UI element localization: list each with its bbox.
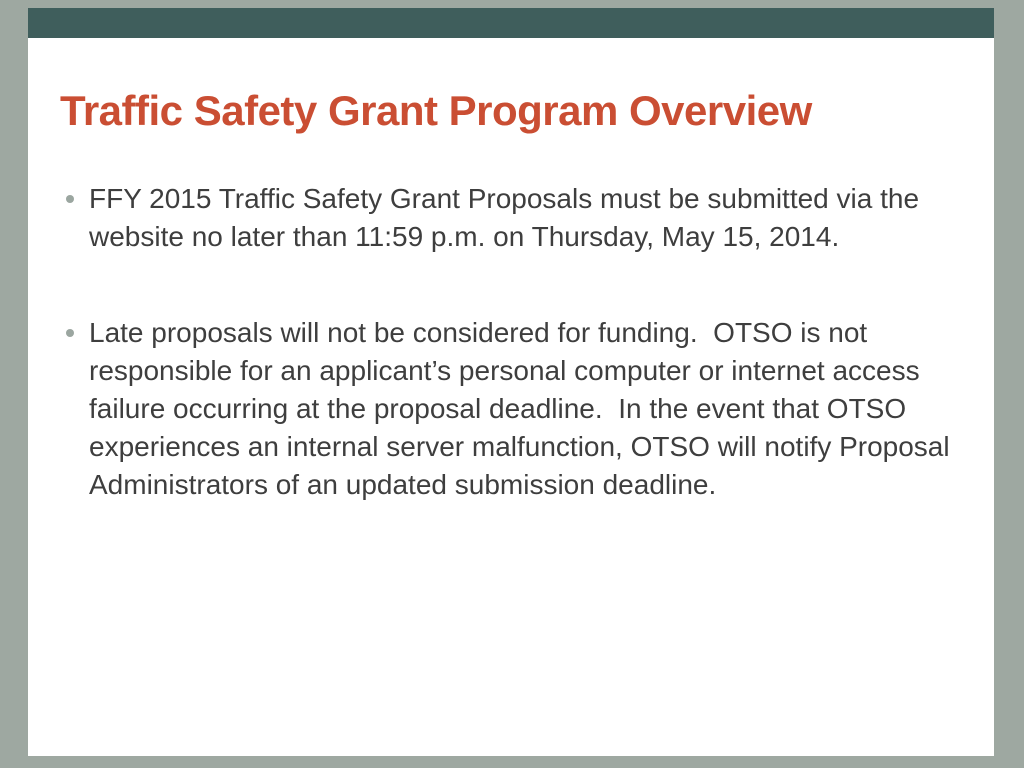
bullet-text: Late proposals will not be considered for funding. OTSO is not responsible for an applicant’s personal computer or internet access failure occurring at the proposal deadline. In the event that OTSO experiences an internal server malfunction, OTSO will notify Proposal Administrators of an updated submission deadline. [89,317,956,501]
top-accent-bar [28,8,994,38]
slide-content-area [28,38,994,756]
bullet-icon [66,195,74,203]
bullet-text: FFY 2015 Traffic Safety Grant Proposals must be submitted via the website no later than 11:59 p.m. on Thursday, May 15, 2014. [89,183,927,253]
slide-title: Traffic Safety Grant Program Overview [60,87,812,134]
bullet-item [66,314,956,504]
bullet-icon [66,329,74,337]
bullet-item [66,180,950,256]
bullet-list [60,180,956,504]
